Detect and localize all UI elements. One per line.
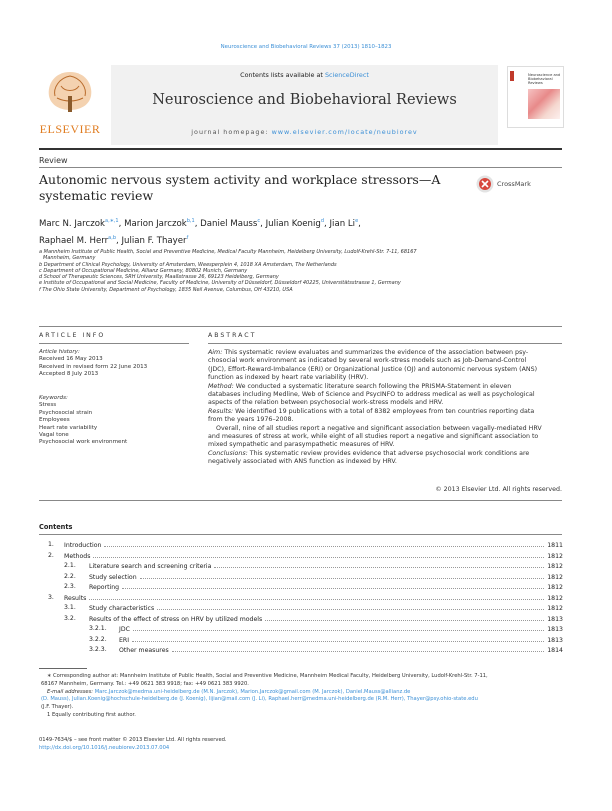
crossmark-icon [476,175,494,193]
author-affiliation-marker[interactable]: f [186,234,189,241]
publisher-name: ELSEVIER [39,122,101,136]
abstract-heading-rule [208,343,562,344]
author-affiliation-marker[interactable]: e [355,218,359,224]
toc-leader [133,630,544,631]
affiliation: e Institute of Occupational and Social Medicine, Faculty of Medicine, University of Düsseldorf, Düsseldorf 40225, Universitätsstrasse 1, Germany [39,280,401,287]
toc-entry[interactable] [119,624,563,633]
toc-number: 3.2. [64,614,76,622]
toc-page: 1812 [547,563,563,570]
contents-prefix: Contents lists available at [240,71,325,79]
author-name: Julian F. Thayer [121,235,187,246]
contents-available [111,71,498,79]
toc-title: Study characteristics [89,605,155,612]
toc-number: 2. [48,551,54,559]
author-name: Jian Li [329,218,356,229]
journal-homepage [111,128,498,136]
abstract-line: and measures of stress at work, while eight of all studies report a negative and significant association to [208,433,539,441]
abstract-line: from the years 1976–2008. [208,416,294,424]
toc-entry[interactable] [64,551,563,560]
footnotes [39,673,562,720]
author-separator: , [194,218,201,229]
toc-page: 1812 [547,605,563,612]
toc-page: 1813 [547,626,563,633]
author-separator: , [358,218,361,229]
toc-leader [172,651,545,652]
doi-link[interactable]: http://dx.doi.org/10.1016/j.neubiorev.2013.07.004 [39,745,170,751]
cover-image [528,89,560,119]
abstract-line: mixed sympathetic and parasympathetic measures of HRV. [208,441,395,449]
toc-entry[interactable] [89,614,563,623]
toc-entry[interactable] [119,645,563,654]
affiliation: f The Ohio State University, Department of Psychology, 1835 Neil Avenue, Columbus, OH 43210, USA [39,286,293,293]
issn-line: 0149-7634/$ – see front matter © 2013 Elsevier Ltd. All rights reserved. [39,737,227,743]
affiliations [39,249,562,293]
abstract-line: Aim: This systematic review evaluates and summarizes the evidence of the association between psy- [208,349,529,356]
toc-leader [265,620,544,621]
email-list-cont[interactable]: (D. Mauss), Julian.Koenig@hochschule-heidelberg.de (J. Koenig), lijian@mail.com (J. Li), Raphael.herr@medma.uni-heidelberg.de (R.M. Herr), Thayer@psy.ohio-state.edu [41,696,478,703]
toc-entry[interactable] [64,540,563,549]
author-affiliation-marker[interactable]: d [320,218,325,224]
abstract-line: negatively associated with ANS function as indexed by HRV. [208,458,397,466]
elsevier-tree-icon [39,66,101,126]
toc-entry[interactable] [64,593,563,602]
toc-leader [104,546,544,547]
toc-leader [214,567,544,568]
author-name: Raphael M. Herr [39,235,109,246]
abstract-line: aspects of the relation between psychosocial work-stress models and HRV. [208,399,444,407]
copyright: © 2013 Elsevier Ltd. All rights reserved. [435,486,562,493]
crossmark-badge[interactable] [476,175,546,195]
toc-page: 1812 [547,584,563,591]
abstract-line: databases including Medline, Web of Science and PsycINFO to address medical as well as psychological [208,391,535,399]
running-head[interactable]: Neuroscience and Biobehavioral Reviews 37 (2013) 1810–1823 [220,44,392,50]
affiliation: b Department of Clinical Psychology, University of Amsterdam, Weesperplein 4, 1018 XA Amsterdam, The Netherlands [39,261,337,268]
author-name: Marion Jarczok [124,218,187,229]
journal-cover [507,66,564,128]
toc-title: Literature search and screening criteria [89,563,212,570]
abstract-body [208,349,562,467]
authors-line-1 [39,214,559,231]
contents-rule [39,534,562,535]
toc-title: JDC [119,626,130,633]
elsevier-logo [39,66,101,136]
cover-stripe [510,71,514,81]
authors-line-2 [39,231,559,248]
toc-number: 3. [48,593,54,601]
author-separator: , [260,218,266,229]
toc-leader [93,557,544,558]
article-type-rule [39,167,562,168]
abstract-line: Method: We conducted a systematic literature search following the PRISMA-Statement in eleven [208,382,512,390]
author-separator: , [324,218,330,229]
author-affiliation-marker[interactable]: b,1 [186,218,195,224]
authors [39,214,559,248]
author-affiliation-marker[interactable]: a,b [108,234,116,241]
author-name: Marc N. Jarczok [39,218,105,229]
toc-leader [89,599,544,600]
cover-title: Neuroscience and Biobehavioral Reviews [528,73,561,86]
history-accepted: Accepted 8 July 2013 [39,371,99,378]
toc-title: Results [64,594,87,602]
author-affiliation-marker[interactable]: c [257,218,261,224]
abstract-line: (JDC), Effort-Reward-Imbalance (ERI) or Organizational Justice (OJ) and autonomic nervous system (ANS) [208,365,538,373]
footnote-rule [39,668,87,669]
keywords-label: Keywords: [39,395,68,401]
article-info-heading-rule [39,343,189,344]
keyword: Stress [39,402,57,409]
author-affiliation-marker[interactable]: a,∗,1 [105,218,119,224]
toc-entry[interactable] [89,603,563,612]
toc-title: Study selection [89,573,137,581]
keyword: Heart rate variability [39,424,98,431]
author-separator: , [118,218,125,229]
abstract-heading: ABSTRACT [208,332,257,339]
homepage-link[interactable]: www.elsevier.com/locate/neubiorev [271,128,418,136]
article-type: Review [39,156,68,165]
keyword: Psychosocial work environment [39,439,128,446]
toc-entry[interactable] [89,582,563,591]
homepage-prefix: journal homepage: [191,128,272,136]
toc-leader [157,609,544,610]
equal-contribution: 1 Equally contributing first author. [47,711,136,718]
toc-leader [122,588,544,589]
toc-entry[interactable] [119,635,563,644]
title-line-2: systematic review [39,188,154,203]
toc-page: 1813 [547,615,563,623]
toc-entry[interactable] [89,572,563,581]
abstract-line: Results: We identified 19 publications with a total of 8382 employees from ten countries reporting data [208,407,535,415]
keyword: Psychosocial strain [39,409,93,416]
toc-number: 2.3. [64,583,76,590]
info-rule [39,326,562,327]
toc-number: 1. [48,541,54,548]
abstract-line: chosocial work environment as indicated by several work-stress models such as Job-Demand-Control [208,357,527,365]
affiliation: Mannheim, Germany [43,255,96,262]
affiliation: a Mannheim Institute of Public Health, Social and Preventive Medicine, Medical Faculty Mannheim, Heidelberg University, Ludolf-Krehl-Str. 7-11, 68167 [39,249,417,255]
journal-title: Neuroscience and Biobehavioral Reviews [152,92,457,108]
article-history [39,349,189,379]
crossmark-label: CrossMark [497,180,531,188]
toc-leader [132,641,544,642]
toc-page: 1814 [547,647,563,654]
toc-number: 2.2. [64,572,76,580]
toc-entry[interactable] [89,561,563,570]
masthead-rule [39,148,562,150]
email-addresses [39,689,562,697]
author-name: Daniel Mauss [200,218,258,229]
toc-leader [140,578,545,579]
toc-number: 2.1. [64,562,76,569]
keyword: Vagal tone [39,432,69,439]
author-separator: , [116,235,122,246]
keyword: Employees [39,417,70,424]
toc-title: Introduction [64,542,102,549]
corresponding-author-cont: 68167 Mannheim, Germany. Tel.: +49 0621 383 9918; fax: +49 0621 383 9920. [41,680,249,687]
corresponding-author: ∗ Corresponding author at: Mannheim Institute of Public Health, Social and Preventive Medicine, Mannheim Medical Faculty, Heidelberg University, Ludolf-Krehl-Str. 7-11, [47,673,488,679]
toc-page: 1812 [547,573,563,581]
history-received: Received 16 May 2013 [39,356,103,363]
sciencedirect-link[interactable]: ScienceDirect [324,71,369,79]
toc-page: 1812 [547,552,563,560]
email-list-end: (J.F. Thayer). [41,704,74,711]
article-title [39,172,479,204]
toc-page: 1811 [547,542,563,549]
toc-number: 3.2.2. [89,635,107,643]
author-name: Julian Koenig [265,218,321,229]
toc-page: 1813 [547,636,563,644]
toc-title: Results of the effect of stress on HRV by utilized models [89,615,263,623]
toc-title: ERI [119,636,130,644]
article-info-heading: ARTICLE INFO [39,332,106,339]
keywords [39,395,189,447]
abstract-bottom-rule [39,500,562,501]
toc-number: 3.1. [64,604,76,611]
toc-number: 3.2.3. [89,646,107,653]
email-label: E-mail addresses: [47,688,94,695]
title-line-1: Autonomic nervous system activity and workplace stressors—A [39,172,441,187]
affiliation: c Department of Occupational Medicine, Allianz Germany, 80802 Munich, Germany [39,267,248,274]
abstract-line: function as indexed by heart rate variability (HRV). [208,374,369,382]
abstract-line: Overall, nine of all studies report a negative and significant association between vagally-mediated HRV [216,424,542,432]
email-list[interactable]: Marc.Jarczok@medma.uni-heidelberg.de (M.N. Jarczok), Marion.Jarczok@gmail.com (M. Jarczok), Daniel.Mauss@allianz.de [93,688,411,695]
contents-heading: Contents [39,523,73,531]
toc-title: Methods [64,552,91,560]
history-revised: Received in revised form 22 June 2013 [39,363,148,370]
affiliation: d School of Therapeutic Sciences, SRH University, Maaßstrasse 26, 69123 Heidelberg, Germany [39,274,279,281]
toc-page: 1812 [547,594,563,602]
toc-number: 3.2.1. [89,625,107,632]
toc-title: Other measures [119,647,169,654]
history-label: Article history: [39,349,80,355]
toc-title: Reporting [89,584,120,591]
abstract-line: Conclusions: This systematic review provides evidence that adverse psychosocial work conditions are [208,449,530,457]
